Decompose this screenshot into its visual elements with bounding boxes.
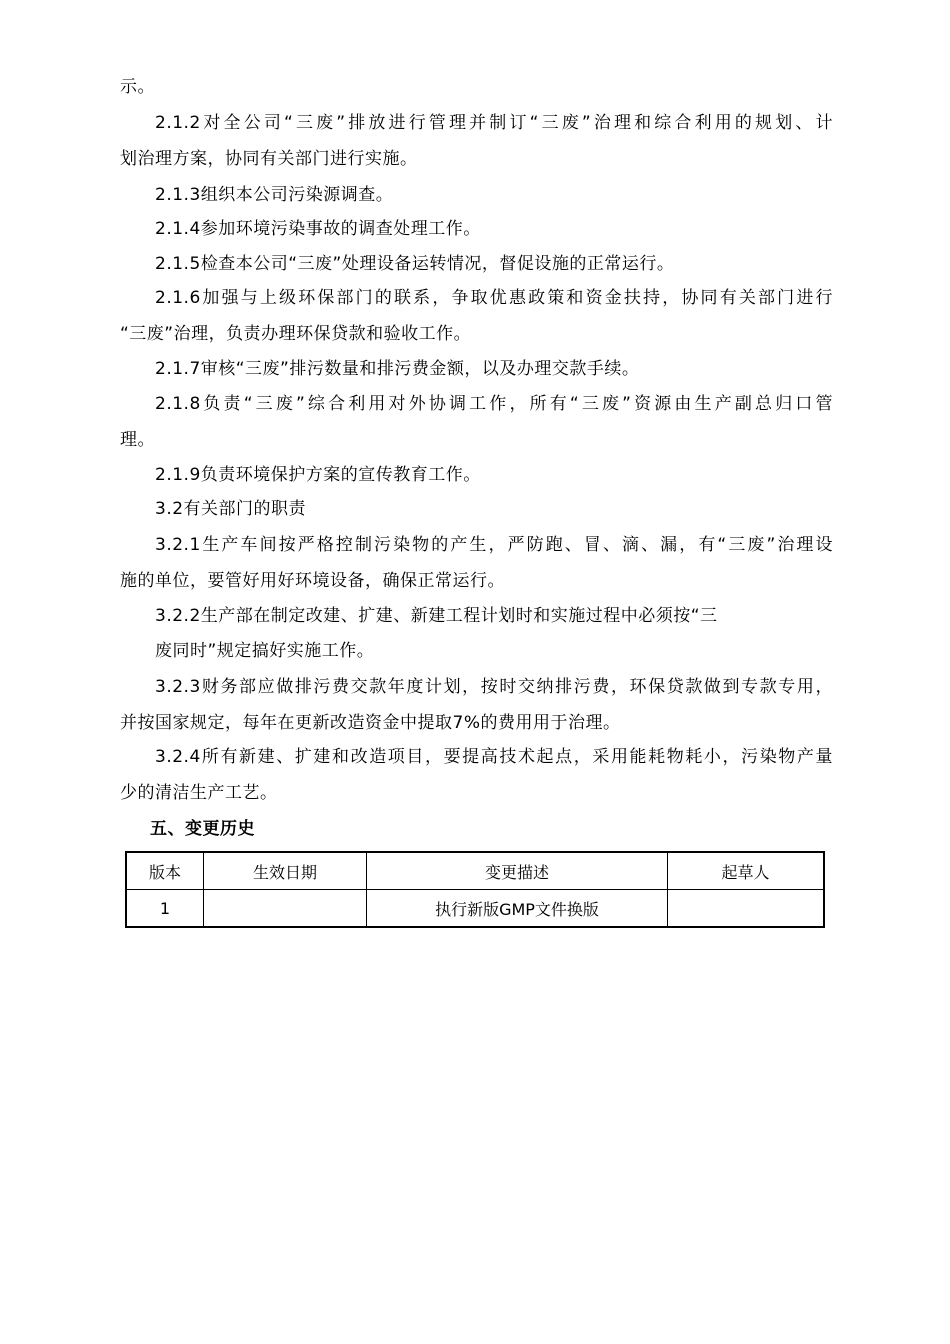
header-cell-change-description: 变更描述 (367, 852, 668, 890)
text-line: 并按国家规定，每年在更新改造资金中提取7%的费用用于治理。 (120, 713, 621, 733)
text-line: 2.1.6加强与上级环保部门的联系，争取优惠政策和资金扶持，协同有关部门进行 (155, 288, 833, 308)
text-line: 3.2.1生产车间按严格控制污染物的产生，严防跑、冒、滴、漏，有“三废”治理设 (155, 535, 833, 555)
text-line: 划治理方案，协同有关部门进行实施。 (120, 149, 418, 169)
text-line: 示。 (120, 77, 155, 97)
header-cell-effective-date: 生效日期 (204, 852, 367, 890)
text-line: 2.1.2对全公司“三废”排放进行管理并制订“三废”治理和综合利用的规划、计 (155, 113, 833, 133)
cell-drafter (668, 890, 825, 928)
header-cell-version: 版本 (126, 852, 204, 890)
cell-version: 1 (126, 890, 204, 928)
text-line: 3.2.2生产部在制定改建、扩建、新建工程计划时和实施过程中必须按“三 (155, 606, 718, 626)
text-line: 施的单位，要管好用好环境设备，确保正常运行。 (120, 571, 505, 591)
cell-effective-date (204, 890, 367, 928)
text-line: 3.2有关部门的职责 (155, 499, 307, 519)
text-line: 理。 (120, 430, 155, 450)
text-line: 2.1.3组织本公司污染源调查。 (155, 185, 394, 205)
cell-change-description: 执行新版GMP文件换版 (367, 890, 668, 928)
table-header-row (126, 852, 824, 890)
text-line: 2.1.5检查本公司“三废”处理设备运转情况，督促设施的正常运行。 (155, 254, 675, 274)
text-line: 2.1.4参加环境污染事故的调查处理工作。 (155, 219, 481, 239)
text-line: 少的清洁生产工艺。 (120, 783, 278, 803)
text-line: “三废”治理，负责办理环保贷款和验收工作。 (120, 324, 472, 344)
text-line: 2.1.9负责环境保护方案的宣传教育工作。 (155, 465, 481, 485)
text-line: 3.2.4所有新建、扩建和改造项目，要提高技术起点，采用能耗物耗小，污染物产量 (155, 747, 833, 767)
text-line: 2.1.7审核“三废”排污数量和排污费金额，以及办理交款手续。 (155, 359, 640, 379)
change-history-table (125, 851, 825, 928)
section-title: 五、变更历史 (150, 819, 255, 839)
header-cell-drafter: 起草人 (668, 852, 825, 890)
text-line: 3.2.3财务部应做排污费交款年度计划，按时交纳排污费，环保贷款做到专款专用， (155, 677, 833, 697)
text-line: 废同时”规定搞好实施工作。 (155, 641, 375, 661)
table-row (126, 890, 824, 928)
text-line: 2.1.8负责“三废”综合利用对外协调工作，所有“三废”资源由生产副总归口管 (155, 394, 833, 414)
